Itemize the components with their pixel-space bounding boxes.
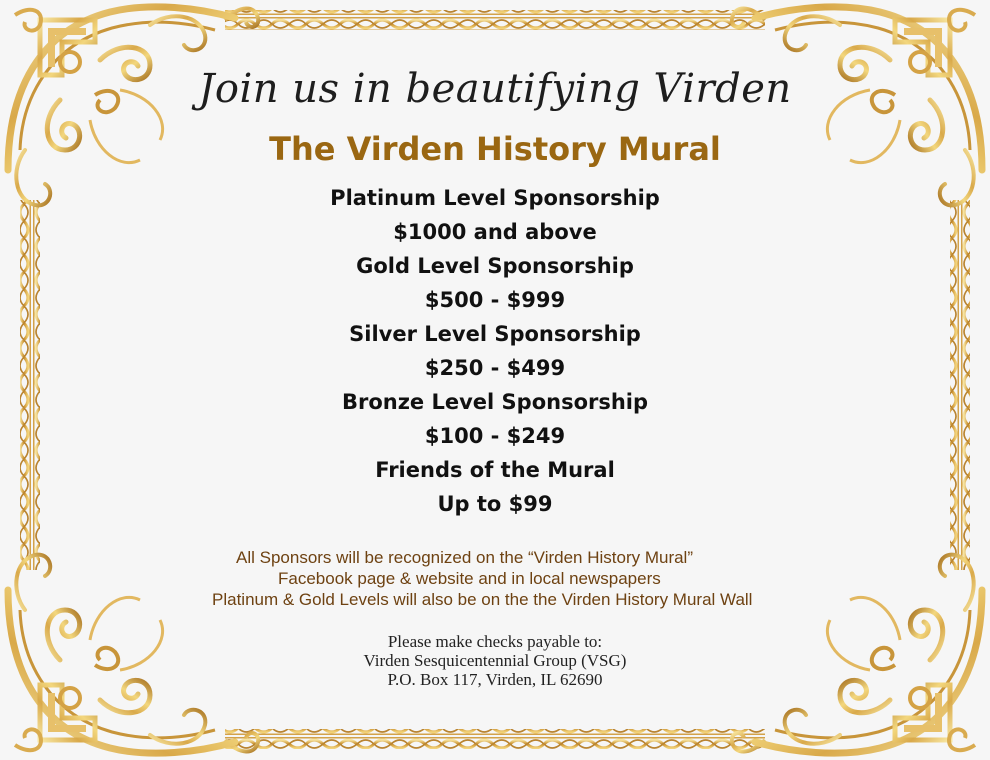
invite-heading: Join us in beautifying Virden	[198, 66, 792, 112]
payment-line-3: P.O. Box 117, Virden, IL 62690	[387, 670, 603, 689]
notice-line-3: Platinum & Gold Levels will also be on the the Virden History Mural Wall	[212, 590, 753, 609]
level-name: Bronze Level Sponsorship	[341, 390, 649, 414]
level-name: Silver Level Sponsorship	[349, 322, 641, 346]
mural-title: The Virden History Mural	[269, 130, 721, 168]
level-name: Friends of the Mural	[375, 458, 615, 482]
notice-line-1: All Sponsors will be recognized on the “Virden History Mural”	[236, 548, 693, 567]
level-range: $500 - $999	[424, 288, 566, 312]
level-name: Gold Level Sponsorship	[356, 254, 634, 278]
level-range: Up to $99	[437, 492, 553, 516]
level-range: $100 - $249	[424, 424, 566, 448]
payment-line-1: Please make checks payable to:	[387, 632, 603, 651]
sponsorship-levels	[0, 181, 990, 521]
notice-line-2: Facebook page & website and in local newspapers	[278, 569, 661, 588]
payment-info	[0, 632, 990, 689]
level-range: $250 - $499	[424, 356, 566, 380]
level-name: Platinum Level Sponsorship	[330, 186, 660, 210]
payment-line-2: Virden Sesquicentennial Group (VSG)	[363, 651, 627, 670]
level-range: $1000 and above	[393, 220, 597, 244]
